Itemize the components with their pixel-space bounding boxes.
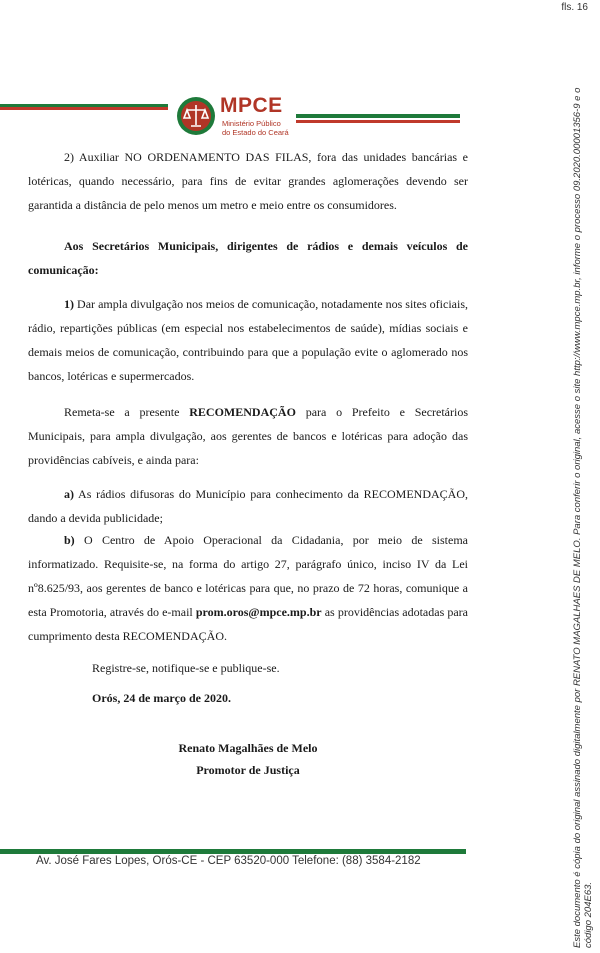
date-line (92, 686, 472, 710)
remeta-text-b: para o Prefeito e Secretários Municipais, para ampla divulgação, aos gerentes de bancos e lotéricas para adoção das providências cabíveis, e ainda para: (28, 405, 469, 467)
brand-subtitle-2: do Estado do Ceará (222, 128, 289, 137)
email-address: prom.oros@mpce.mp.br (195, 605, 322, 619)
heading-text: Aos Secretários Municipais, dirigentes de rádios e demais veículos de comunicação: (28, 239, 468, 277)
signer-name (28, 736, 468, 760)
page-number: fls. 16 (561, 2, 588, 13)
paragraph-item-b (28, 528, 468, 648)
footer-rule (0, 849, 466, 854)
item-b-text-2: as providências adotadas para cumprimento desta RECOMENDAÇÃO. (28, 605, 469, 643)
brand-subtitle-1: Ministério Público (222, 119, 281, 128)
item-a-text: As rádios difusoras do Município para conhecimento da RECOMENDAÇÃO, dando a devida publicidade; (28, 487, 468, 525)
closing-line: Registre-se, notifique-se e publique-se. (92, 661, 280, 675)
header-stripe-left (0, 104, 168, 110)
paragraph-remeta (28, 400, 468, 472)
signer-name-text: Renato Magalhães de Melo (178, 741, 318, 755)
footer-address: Av. José Fares Lopes, Orós-CE - CEP 63520-000 Telefone: (88) 3584-2182 (36, 855, 421, 867)
brand-name: MPCE (220, 94, 283, 117)
side-note-line-1: Este documento é cópia do original assinado digitalmente por RENATO MAGALHAES DE MELO. Para conferir o original, acesse o site http://www.mpce.mp.br, informe o processo 09.2020.00001356-9 e o (572, 87, 583, 948)
item-b-label: b) (64, 533, 75, 547)
side-note-line-2: código 204E63. (583, 881, 594, 948)
header-stripe-right-red (296, 120, 460, 123)
digital-signature-note (572, 48, 594, 948)
mpce-logo (176, 94, 294, 140)
item-1-label: 1) (64, 297, 74, 311)
header-stripe-right (296, 114, 460, 118)
item-b-text-1: O Centro de Apoio Operacional da Cidadania, por meio de sistema informatizado. Requisite-se, na forma do artigo 27, parágrafo único, inciso IV da Lei nº8.625/93, aos gerentes de banco e lotéricas para que, no prazo de 72 horas, comunique a esta Promotoria, através do e-mail (28, 533, 468, 619)
paragraph-item-a (28, 482, 468, 530)
item-1-text: Dar ampla divulgação nos meios de comunicação, notadamente nos sites oficiais, rádio, repartições públicas (em especial nos estabelecimentos de saúde), mídias sociais e demais meios de comunicação, contribuindo para que a população evite o aglomerado nos bancos, lotéricas e supermercados. (28, 297, 469, 383)
section-heading (28, 234, 468, 282)
signer-role-text: Promotor de Justiça (196, 763, 300, 777)
paragraph-item-2: 2) Auxiliar NO ORDENAMENTO DAS FILAS, fora das unidades bancárias e lotéricas, quando necessário, para fins de evitar grandes aglomerações devendo ser garantida a distância de pelo menos um metro e meio entre os consumidores. (28, 150, 468, 212)
recomendacao-bold: RECOMENDAÇÃO (189, 405, 296, 419)
signer-role (28, 758, 468, 782)
item-a-label: a) (64, 487, 74, 501)
paragraph-divulgacao (28, 292, 468, 388)
date-text: Orós, 24 de março de 2020. (92, 691, 231, 705)
scales-of-justice-icon (176, 96, 216, 136)
remeta-text-a: Remeta-se a presente (64, 405, 180, 419)
